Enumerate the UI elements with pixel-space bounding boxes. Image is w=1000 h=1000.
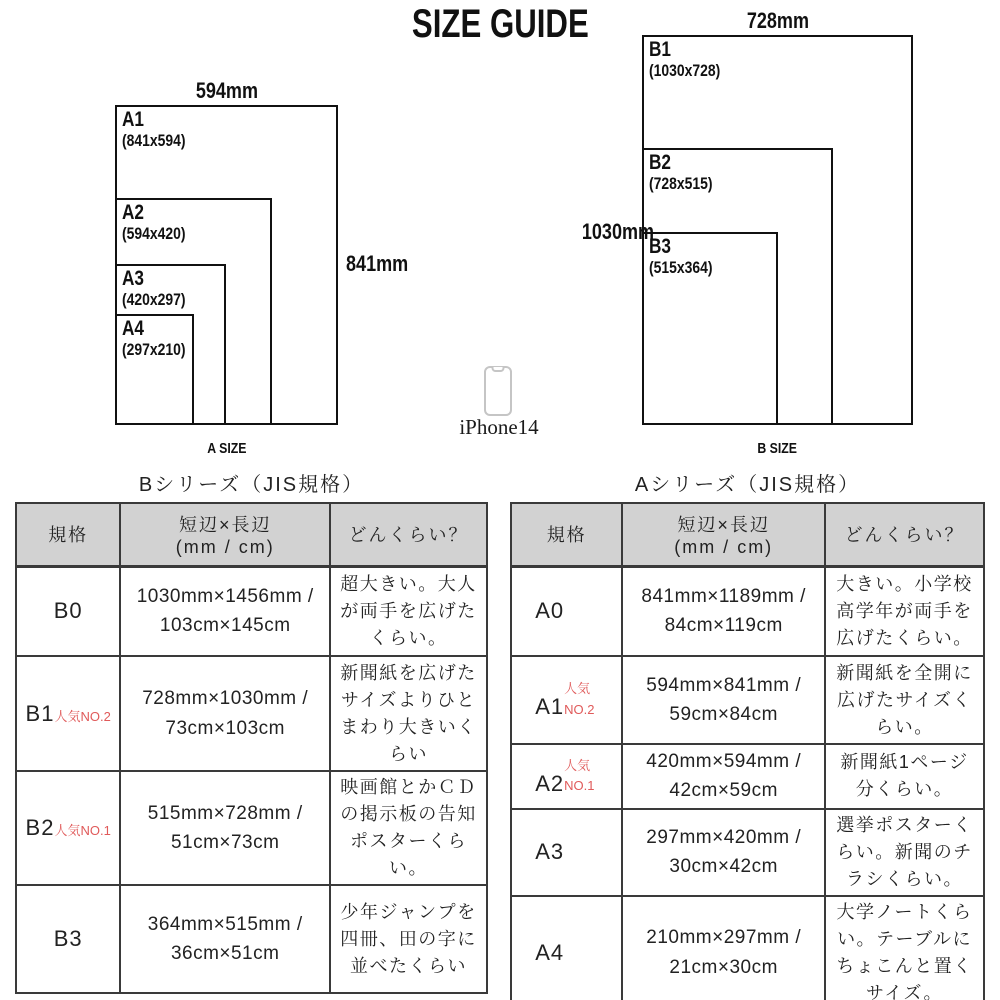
table-row [511,656,984,744]
a1-spec: A1人気NO.2 [511,656,622,744]
a-table-title: Aシリーズ（JIS規格） [634,474,861,496]
b-header-about: どんくらい？ [330,503,487,566]
a-top-dimension-label: 594mm [195,78,258,103]
a-series-table [510,502,985,1000]
table-row [16,771,487,885]
a4-size: 210mm×297mm / 21cm×30cm [622,896,825,1000]
iphone-icon [484,366,512,416]
table-row [511,809,984,896]
b1-label: B1 (1030x728) [649,38,721,80]
a-header-about: どんくらい？ [825,503,984,566]
iphone-label: iPhone14 [459,415,539,439]
b-series-section [15,468,488,994]
table-row [16,885,487,993]
a-series-section [510,468,985,1000]
b-header-row [16,503,487,566]
b3-label: B3 (515x364) [649,235,713,277]
a-size-caption: A SIZE [206,440,247,457]
b-series-table [15,502,488,994]
b-table-title: Bシリーズ（JIS規格） [138,474,365,496]
a3-size: 297mm×420mm / 30cm×42cm [622,809,825,896]
a0-size: 841mm×1189mm / 84cm×119cm [622,566,825,656]
a-header-row [511,503,984,566]
table-row [511,566,984,656]
a1-label: A1 (841x594) [122,108,186,150]
b2-about: 映画館とかＣＤの掲示板の告知ポスターくらい。 [330,771,487,885]
b3-spec: B3 [16,885,120,993]
a3-label: A3 (420x297) [122,267,186,309]
a2-size: 420mm×594mm / 42cm×59cm [622,744,825,809]
table-row [511,744,984,809]
b1-size: 728mm×1030mm / 73cm×103cm [120,656,330,771]
b2-label: B2 (728x515) [649,151,713,193]
b0-about: 超大きい。大人が両手を広げたくらい。 [330,566,487,656]
a2-spec: A2人気NO.1 [511,744,622,809]
b-header-size: 短辺×長辺 (mm / cm) [120,503,330,566]
b-header-spec: 規格 [16,503,120,566]
popularity-badge: 人気NO.2 [564,681,595,717]
a-side-dimension-label: 841mm [346,251,409,276]
popularity-badge: 人気NO.2 [54,708,111,724]
a0-about: 大きい。小学校高学年が両手を広げたくらい。 [825,566,984,656]
b-side-dimension-label: 1030mm [581,219,655,244]
b2-size: 515mm×728mm / 51cm×73cm [120,771,330,885]
a4-about: 大学ノートくらい。テーブルにちょこんと置くサイズ。 [825,896,984,1000]
iphone-notch [492,367,505,372]
table-row [16,656,487,771]
a1-size: 594mm×841mm / 59cm×84cm [622,656,825,744]
b0-spec: B0 [16,566,120,656]
a4-spec: A4 [511,896,622,1000]
page-title-text: SIZE GUIDE [411,2,589,46]
b1-spec: B1人気NO.2 [16,656,120,771]
a2-label: A2 (594x420) [122,201,186,243]
a3-about: 選挙ポスターくらい。新聞のチラシくらい。 [825,809,984,896]
a3-spec: A3 [511,809,622,896]
b-top-dimension-label: 728mm [746,8,809,33]
popularity-badge: 人気NO.1 [564,757,595,794]
popularity-badge: 人気NO.1 [54,823,111,838]
table-row [16,566,487,656]
table-row [511,896,984,1000]
b-size-caption: B SIZE [757,440,798,457]
a0-spec: A0 [511,566,622,656]
b3-about: 少年ジャンプを四冊、田の字に並べたくらい [330,885,487,993]
a1-about: 新聞紙を全開に広げたサイズくらい。 [825,656,984,744]
b2-spec: B2人気NO.1 [16,771,120,885]
a4-label: A4 (297x210) [122,317,186,359]
b3-size: 364mm×515mm / 36cm×51cm [120,885,330,993]
b0-size: 1030mm×1456mm / 103cm×145cm [120,566,330,656]
b1-about: 新聞紙を広げたサイズよりひとまわり大きいくらい [330,656,487,771]
a-header-spec: 規格 [511,503,622,566]
a-header-size: 短辺×長辺 (mm / cm) [622,503,825,566]
a2-about: 新聞紙1ページ分くらい。 [825,744,984,809]
